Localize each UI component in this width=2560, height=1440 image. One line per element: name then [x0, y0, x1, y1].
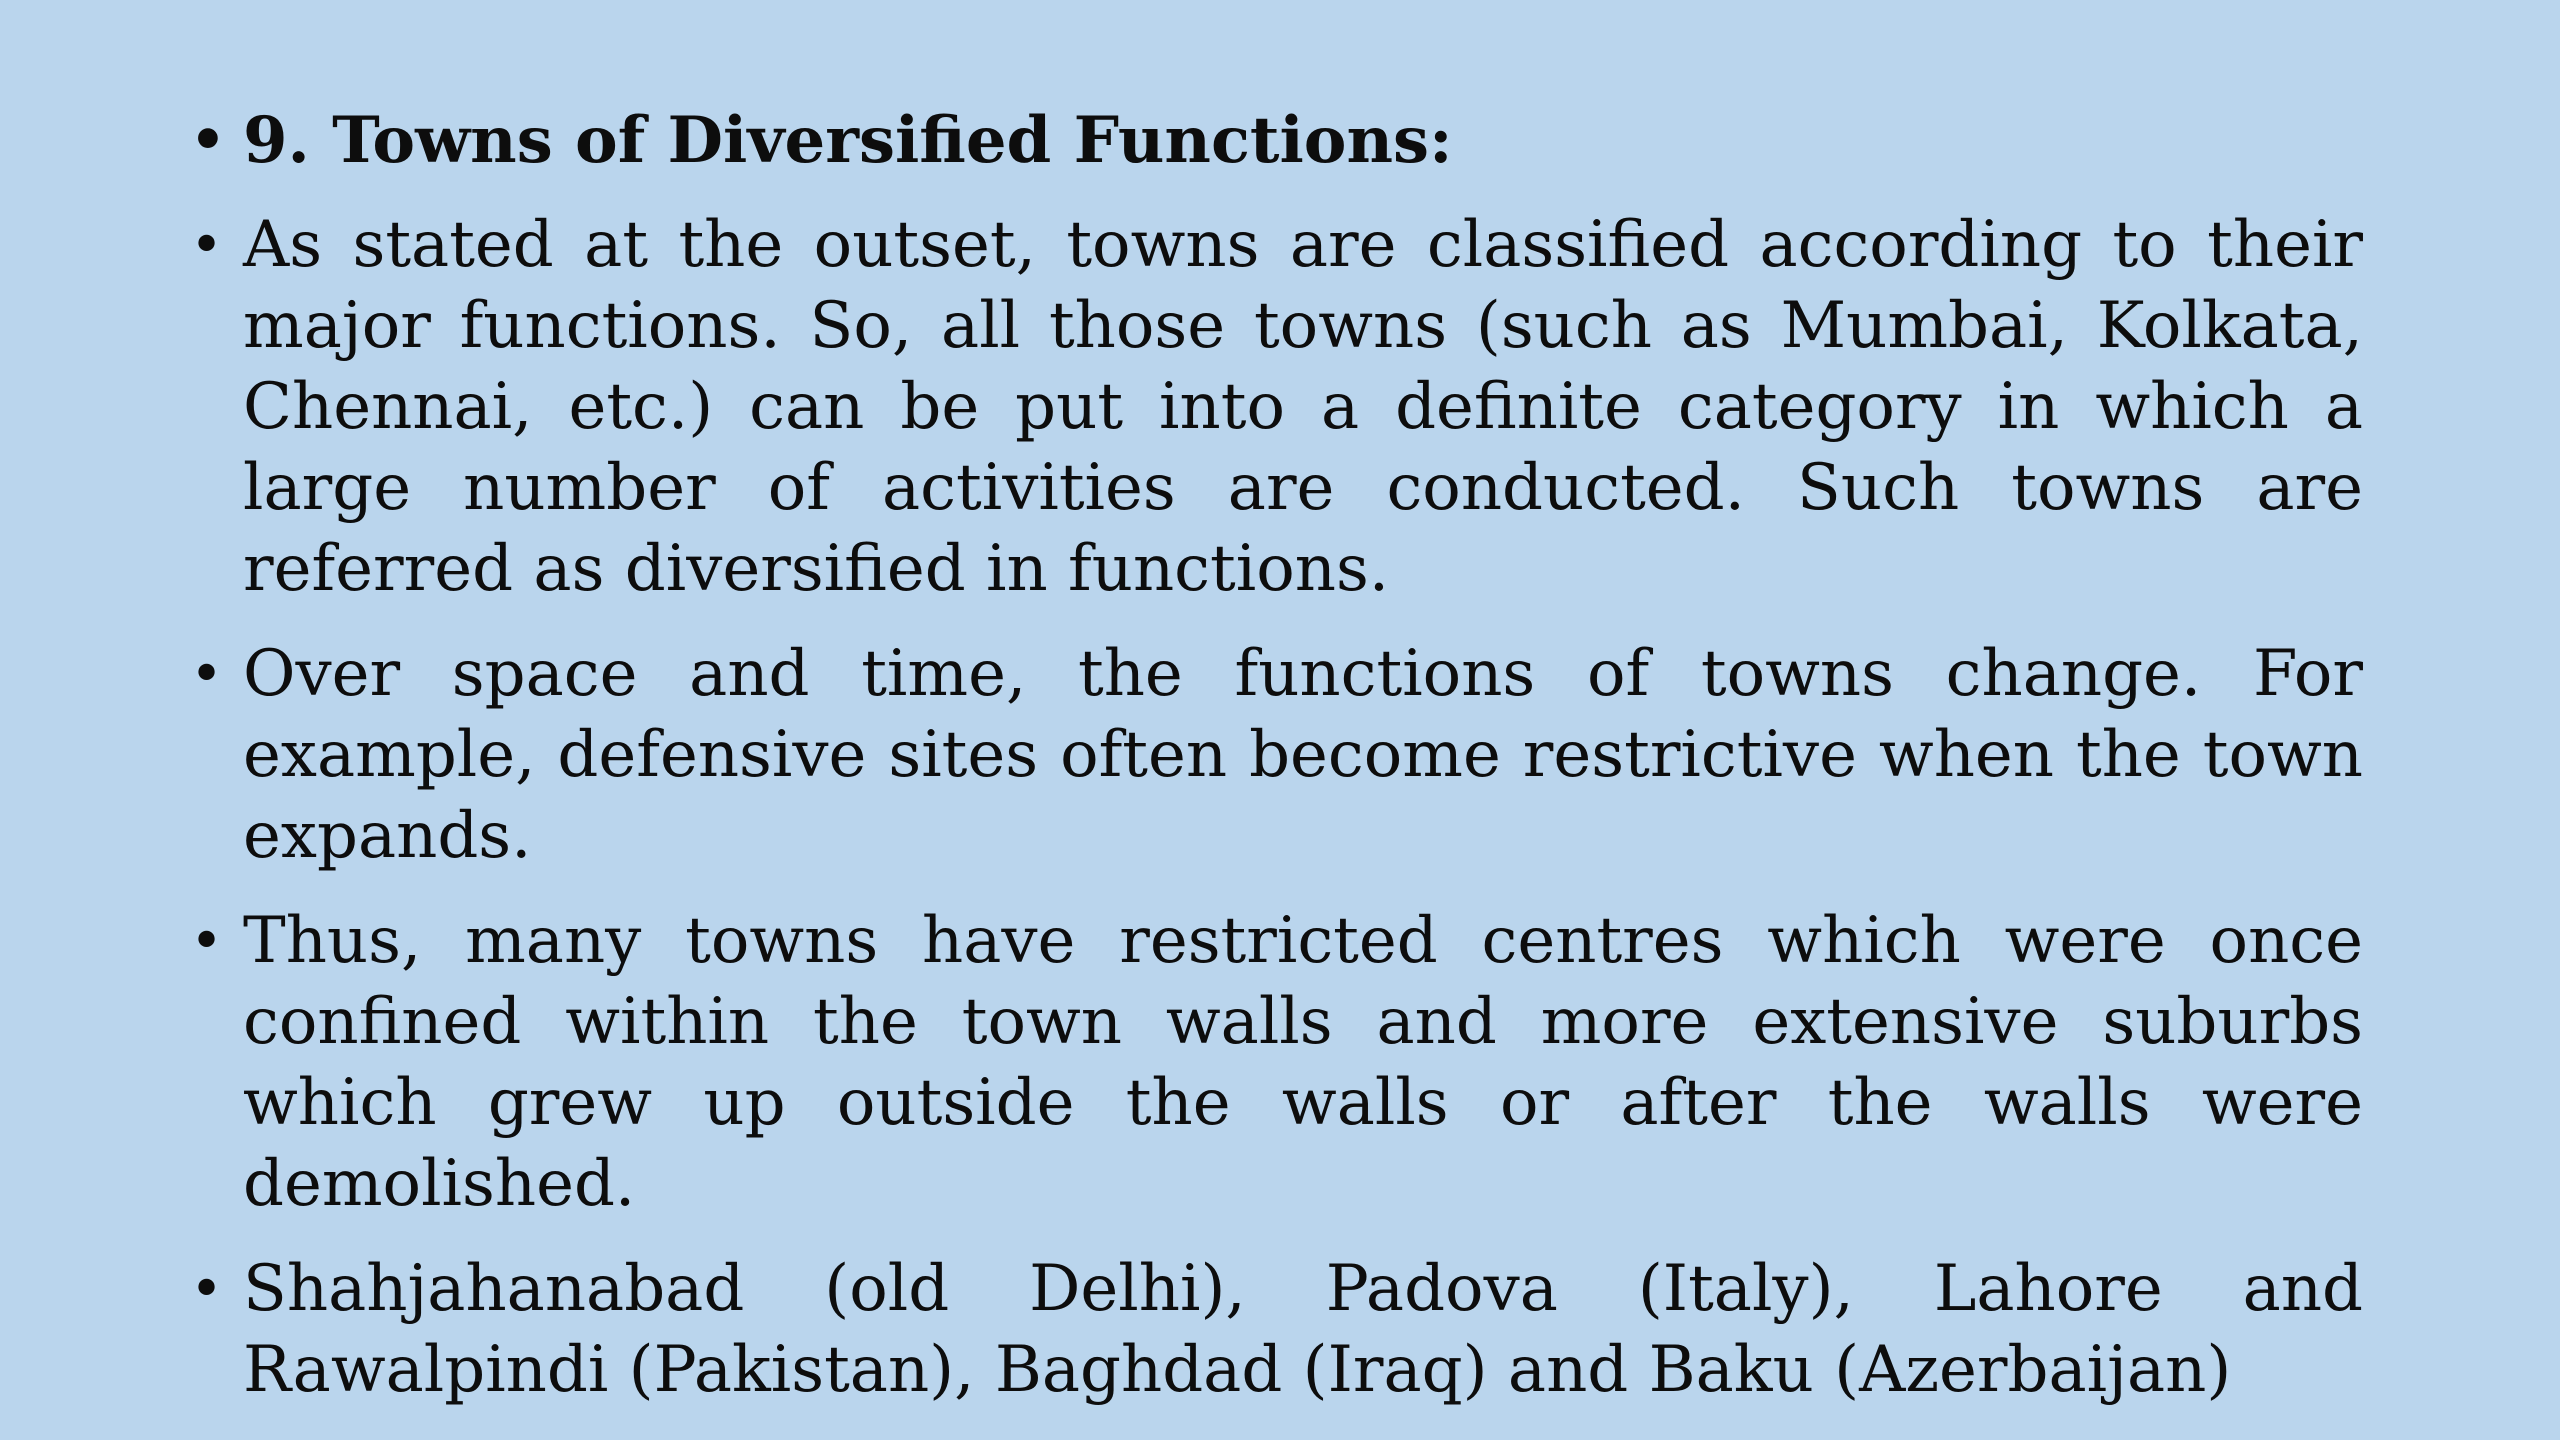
paragraph-text: Thus, many towns have restricted centres which were once confined within the town walls and more extensive suburbs which grew up outside the walls or after the walls were demolished. [243, 904, 2363, 1221]
heading-text: 9. Towns of Diversified Functions: [243, 103, 1453, 178]
bullet-point-icon: • [190, 642, 224, 707]
paragraph-text: Shahjahanabad (old Delhi), Padova (Italy), Lahore and Rawalpindi (Pakistan), Baghdad (Iraq) and Baku (Azerbaijan) [243, 1252, 2363, 1407]
bullet-paragraph-4 [190, 1249, 2363, 1411]
bullet-paragraph-2 [190, 634, 2363, 877]
bullet-point-icon: • [190, 213, 224, 278]
slide-content [190, 100, 2363, 1435]
paragraph-text: Over space and time, the functions of towns change. For example, defensive sites often become restrictive when the town expands. [243, 637, 2363, 873]
bullet-paragraph-3 [190, 901, 2363, 1225]
bullet-point-icon: • [190, 1257, 224, 1322]
bullet-paragraph-1 [190, 205, 2363, 610]
bullet-point-icon: • [190, 107, 226, 173]
paragraph-text: As stated at the outset, towns are classified according to their major functions. So, all those towns (such as Mumbai, Kolkata, Chennai, etc.) can be put into a definite category in which a large number of activities are conducted. Such towns are referred as diversified in functions. [243, 208, 2363, 606]
slide-heading [190, 100, 2363, 181]
bullet-point-icon: • [190, 909, 224, 974]
